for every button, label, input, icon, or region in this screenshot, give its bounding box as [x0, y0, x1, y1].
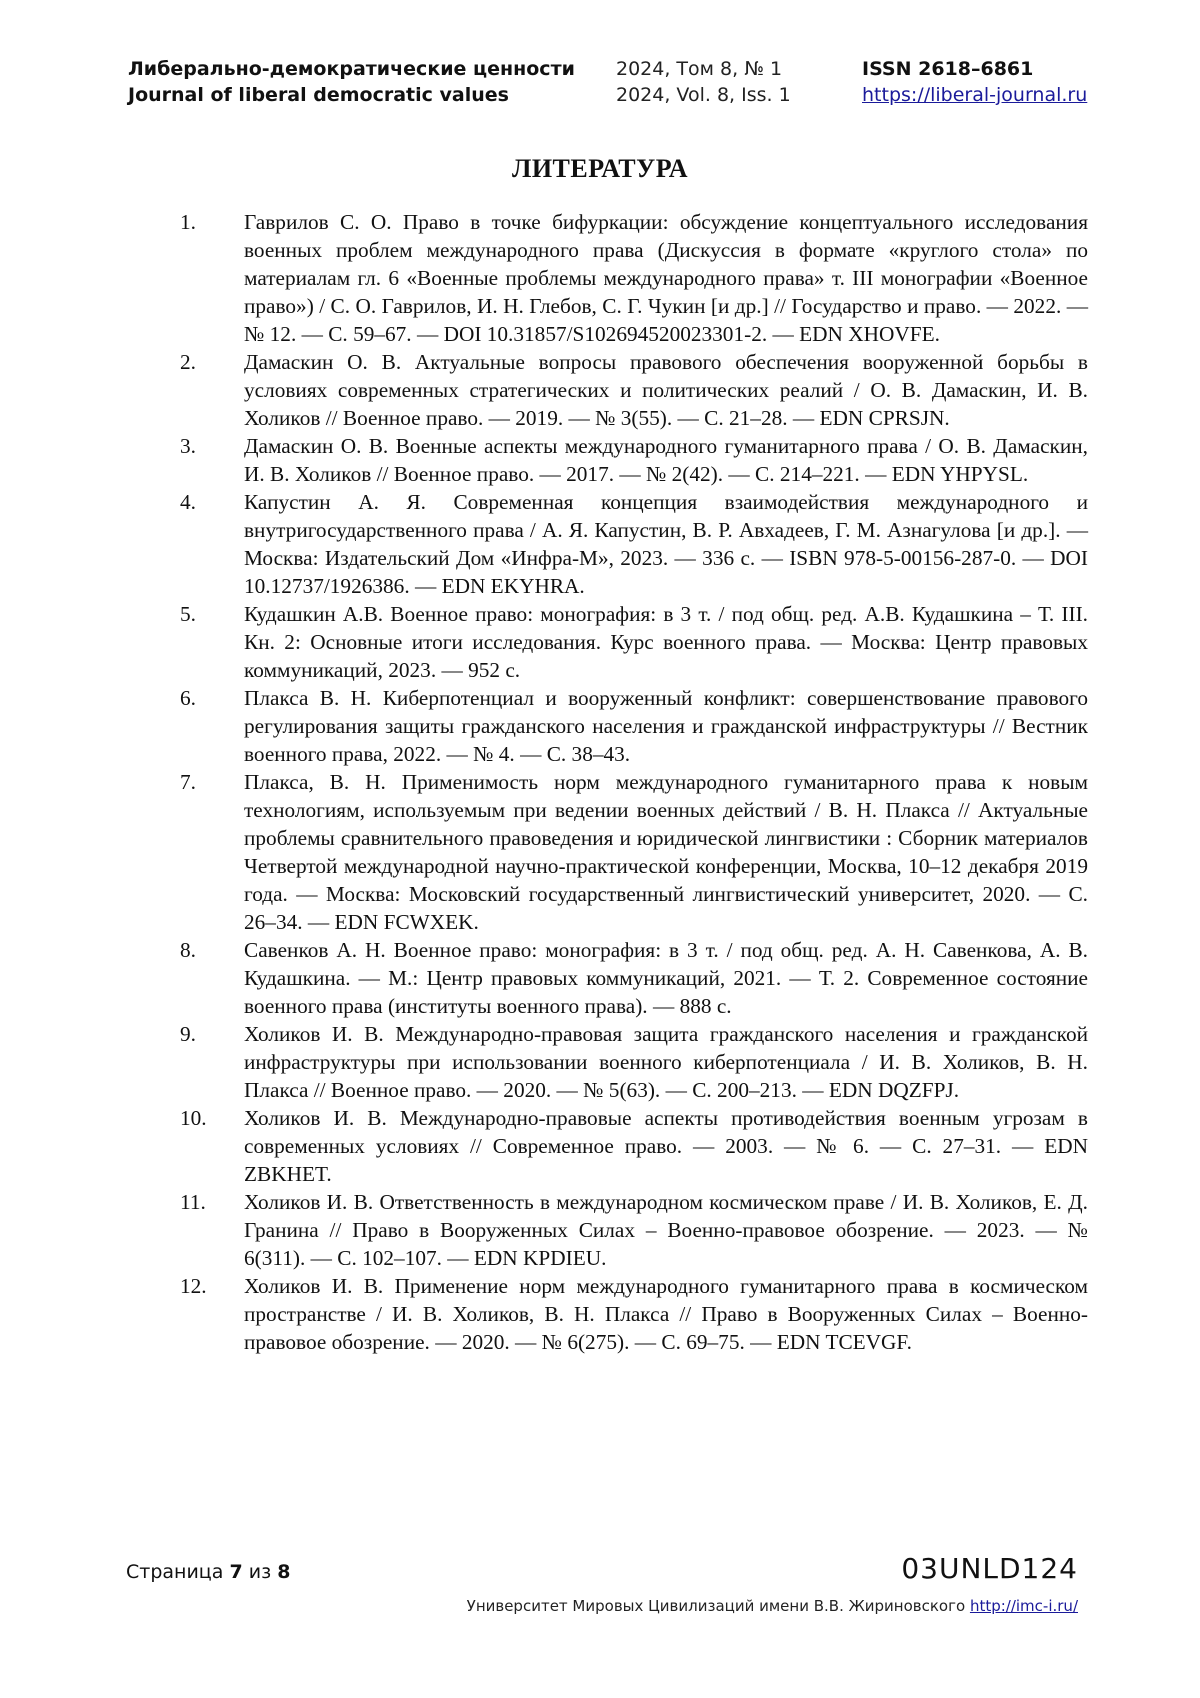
page-label: Страница — [126, 1561, 224, 1583]
reference-number: 2. — [180, 350, 196, 374]
reference-text: Капустин А. Я. Современная концепция взаимодействия международного и внутригосударственного права / А. Я. Капустин, В. Р. Авхадеев, Г. М. Азнагулова [и др.]. — Москва: Издательский Дом «Инфра-М», 2023. — 336 с. — ISBN 978-5-00156-287-0. — DOI 10.12737/1926386. — EDN EKYHRA. — [244, 490, 1088, 598]
reference-number: 10. — [180, 1106, 207, 1130]
reference-number: 12. — [180, 1274, 207, 1298]
reference-text: Савенков А. Н. Военное право: монография: в 3 т. / под общ. ред. А. Н. Савенкова, А. В. Кудашкина. — М.: Центр правовых коммуникаций, 2021. — Т. 2. Современное состояние военного права (институты военного права). — 888 с. — [244, 938, 1088, 1018]
article-code: 03UNLD124 — [901, 1552, 1078, 1585]
reference-number: 8. — [180, 938, 196, 962]
university-line — [467, 1597, 1078, 1615]
page-number — [126, 1561, 290, 1583]
reference-text: Плакса, В. Н. Применимость норм международного гуманитарного права к новым технологиям, используемым при ведении военных действий / В. Н. Плакса // Актуальные проблемы сравнительного правоведения и юридической лингвистики : Сборник материалов Четвертой международной научно-практической конференции, Москва, 10–12 декабря 2019 года. — Москва: Московский государственный лингвистический университет, 2020. — С. 26–34. — EDN FCWXEK. — [244, 770, 1088, 934]
university-name: Университет Мировых Цивилизаций имени В.В. Жириновского — [466, 1597, 966, 1615]
journal-title-en: Journal of liberal democratic values — [128, 84, 509, 106]
reference-item — [180, 1104, 1088, 1188]
reference-text: Холиков И. В. Применение норм международного гуманитарного права в космическом пространстве / И. В. Холиков, В. Н. Плакса // Право в Вооруженных Силах – Военно-правовое обозрение. — 2020. — № 6(275). — С. 69–75. — EDN TCEVGF. — [244, 1274, 1088, 1354]
reference-number: 5. — [180, 602, 196, 626]
reference-text: Холиков И. В. Международно-правовая защита гражданского населения и гражданской инфраструктуры при использовании военного киберпотенциала / И. В. Холиков, В. Н. Плакса // Военное право. — 2020. — № 5(63). — С. 200–213. — EDN DQZFPJ. — [244, 1022, 1088, 1102]
page-of: из — [248, 1561, 272, 1583]
reference-item — [180, 348, 1088, 432]
issue-block — [616, 56, 791, 108]
reference-number: 9. — [180, 1022, 196, 1046]
reference-item — [180, 1272, 1088, 1356]
reference-item — [180, 208, 1088, 348]
reference-number: 11. — [180, 1190, 206, 1214]
reference-number: 6. — [180, 686, 196, 710]
reference-item — [180, 768, 1088, 936]
reference-item — [180, 600, 1088, 684]
reference-item — [180, 936, 1088, 1020]
reference-item — [180, 1188, 1088, 1272]
reference-text: Дамаскин О. В. Военные аспекты международного гуманитарного права / О. В. Дамаскин, И. В. Холиков // Военное право. — 2017. — № 2(42). — С. 214–221. — EDN YHPYSL. — [244, 434, 1088, 486]
journal-link[interactable]: https://liberal-journal.ru — [862, 84, 1088, 106]
reference-text: Холиков И. В. Ответственность в международном космическом праве / И. В. Холиков, Е. Д. Гранина // Право в Вооруженных Силах – Военно-правовое обозрение. — 2023. — № 6(311). — С. 102–107. — EDN KPDIEU. — [244, 1190, 1088, 1270]
reference-text: Гаврилов С. О. Право в точке бифуркации: обсуждение концептуального исследования военных проблем международного права (Дискуссия в формате «круглого стола» по материалам гл. 6 «Военные проблемы международного права» т. III монографии «Военное право») / С. О. Гаврилов, И. Н. Глебов, С. Г. Чукин [и др.] // Государство и право. — 2022. — № 12. — С. 59–67. — DOI 10.31857/S102694520023301-2. — EDN XHOVFE. — [244, 210, 1088, 346]
reference-number: 4. — [180, 490, 196, 514]
reference-item — [180, 1020, 1088, 1104]
issue-ru: 2024, Том 8, № 1 — [616, 58, 783, 80]
issue-en: 2024, Vol. 8, Iss. 1 — [616, 84, 791, 106]
reference-item — [180, 684, 1088, 768]
journal-title-ru: Либерально-демократические ценности — [128, 58, 575, 80]
reference-number: 7. — [180, 770, 196, 794]
reference-text: Кудашкин А.В. Военное право: монография: в 3 т. / под общ. ред. А.В. Кудашкина – Т. III. Кн. 2: Основные итоги исследования. Курс военного права. — Москва: Центр правовых коммуникаций, 2023. — 952 с. — [244, 602, 1088, 682]
reference-item — [180, 432, 1088, 488]
issn: ISSN 2618–6861 — [862, 58, 1034, 80]
journal-title-block — [128, 56, 575, 108]
page-current: 7 — [229, 1561, 243, 1583]
reference-number: 1. — [180, 210, 196, 234]
university-link[interactable]: http://imc-i.ru/ — [969, 1597, 1078, 1615]
page-total: 8 — [277, 1561, 291, 1583]
reference-list — [180, 208, 1088, 1356]
reference-number: 3. — [180, 434, 196, 458]
reference-text: Дамаскин О. В. Актуальные вопросы правового обеспечения вооруженной борьбы в условиях современных стратегических и политических реалий / О. В. Дамаскин, И. В. Холиков // Военное право. — 2019. — № 3(55). — С. 21–28. — EDN CPRSJN. — [244, 350, 1088, 430]
reference-item — [180, 488, 1088, 600]
reference-text: Холиков И. В. Международно-правовые аспекты противодействия военным угрозам в современных условиях // Современное право. — 2003. — № 6. — С. 27–31. — EDN ZBKHET. — [244, 1106, 1088, 1186]
page-header — [128, 56, 1100, 112]
section-title: ЛИТЕРАТУРА — [511, 154, 689, 183]
issn-block — [862, 56, 1087, 108]
reference-text: Плакса В. Н. Киберпотенциал и вооруженный конфликт: совершенствование правового регулирования защиты гражданского населения и гражданской инфраструктуры // Вестник военного права, 2022. — № 4. — С. 38–43. — [244, 686, 1088, 766]
